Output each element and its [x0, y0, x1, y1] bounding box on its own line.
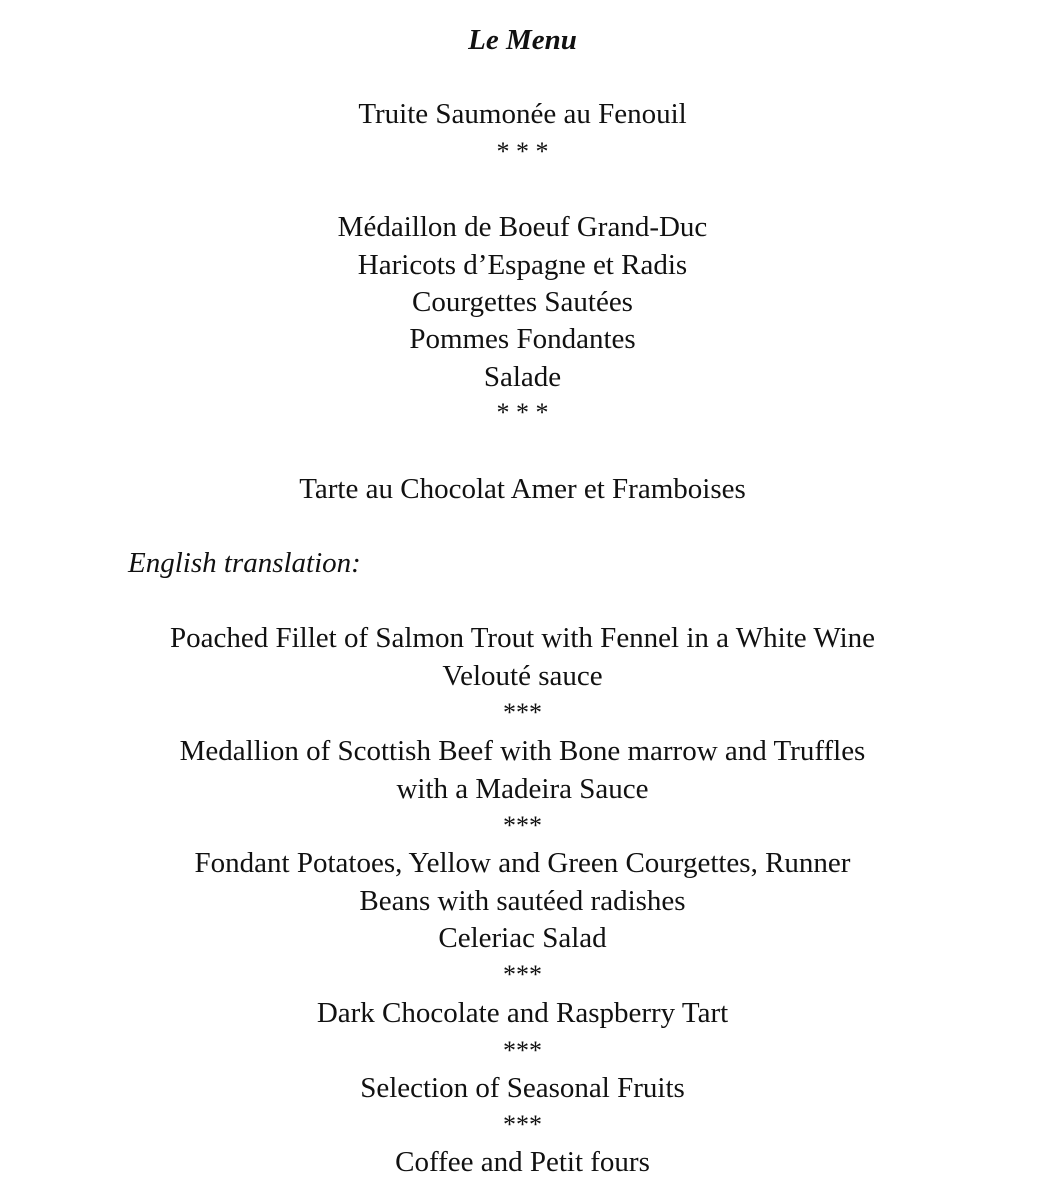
french-starter: Truite Saumonée au Fenouil — [358, 98, 687, 130]
english-fruits: Selection of Seasonal Fruits — [360, 1072, 685, 1104]
english-starter-line: Velouté sauce — [442, 660, 603, 692]
english-translation-heading: English translation: — [128, 547, 361, 579]
french-dessert: Tarte au Chocolat Amer et Framboises — [299, 473, 746, 505]
french-main-line: Haricots d’Espagne et Radis — [357, 249, 688, 281]
english-coffee: Coffee and Petit fours — [395, 1146, 650, 1178]
french-main-line: Salade — [483, 361, 562, 393]
english-separator-1: *** — [503, 698, 542, 727]
english-separator-5: *** — [503, 1110, 542, 1139]
french-separator-1: * * * — [496, 137, 549, 166]
english-starter-line: Poached Fillet of Salmon Trout with Fennel in a White Wine — [170, 622, 875, 654]
english-dessert: Dark Chocolate and Raspberry Tart — [316, 997, 729, 1029]
french-main-line: Médaillon de Boeuf Grand-Duc — [337, 211, 708, 243]
french-main-line: Pommes Fondantes — [409, 323, 636, 355]
english-main-line: Medallion of Scottish Beef with Bone marrow and Truffles — [179, 735, 866, 767]
english-separator-4: *** — [503, 1036, 542, 1065]
menu-title: Le Menu — [468, 24, 577, 56]
french-separator-2: * * * — [496, 398, 549, 427]
english-separator-2: *** — [503, 811, 542, 840]
english-sides-line: Fondant Potatoes, Yellow and Green Courgettes, Runner — [194, 847, 851, 879]
english-separator-3: *** — [503, 960, 542, 989]
french-main-line: Courgettes Sautées — [412, 286, 633, 318]
english-sides-line: Celeriac Salad — [438, 922, 607, 954]
english-main-line: with a Madeira Sauce — [396, 773, 649, 805]
english-sides-line: Beans with sautéed radishes — [359, 885, 686, 917]
